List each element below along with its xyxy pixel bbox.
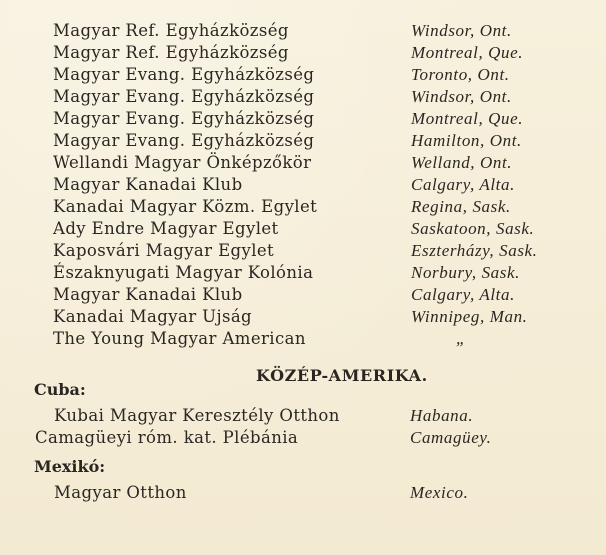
organization-location: Hamilton, Ont.: [411, 131, 522, 150]
organization-name: Kanadai Magyar Ujság: [53, 307, 253, 326]
organization-location: Mexico.: [410, 483, 469, 502]
organization-name: Ady Endre Magyar Egylet: [53, 219, 279, 238]
organization-location: Winnipeg, Man.: [411, 307, 528, 326]
organization-location: Montreal, Que.: [411, 43, 524, 62]
country-label-mexico: Mexikó:: [34, 457, 106, 476]
organization-location: „: [456, 329, 467, 348]
organization-name: Kaposvári Magyar Egylet: [53, 241, 275, 260]
organization-name: Magyar Kanadai Klub: [53, 285, 243, 304]
organization-location: Norbury, Sask.: [411, 263, 520, 282]
organization-name: Magyar Evang. Egyházközség: [53, 87, 315, 106]
organization-name: Magyar Ref. Egyházközség: [53, 43, 289, 62]
organization-location: Camagüey.: [410, 428, 492, 447]
organization-name: Magyar Ref. Egyházközség: [53, 21, 289, 40]
organization-name: Északnyugati Magyar Kolónia: [53, 263, 314, 282]
organization-location: Calgary, Alta.: [411, 175, 515, 194]
organization-name: Magyar Evang. Egyházközség: [53, 109, 315, 128]
organization-name: Kubai Magyar Keresztély Otthon: [54, 406, 340, 425]
organization-location: Windsor, Ont.: [411, 21, 512, 40]
organization-location: Habana.: [410, 406, 474, 425]
organization-name: Wellandi Magyar Önképzőkör: [53, 153, 312, 172]
organization-location: Eszterházy, Sask.: [411, 241, 538, 260]
organization-location: Toronto, Ont.: [411, 65, 510, 84]
organization-name: Magyar Kanadai Klub: [53, 175, 243, 194]
organization-location: Montreal, Que.: [411, 109, 524, 128]
organization-location: Welland, Ont.: [411, 153, 513, 172]
organization-name: Kanadai Magyar Közm. Egylet: [53, 197, 318, 216]
organization-location: Saskatoon, Sask.: [411, 219, 535, 238]
organization-name: Magyar Evang. Egyházközség: [53, 65, 315, 84]
organization-name: Magyar Evang. Egyházközség: [53, 131, 315, 150]
organization-location: Regina, Sask.: [411, 197, 511, 216]
organization-name: Magyar Otthon: [54, 483, 187, 502]
country-label-cuba: Cuba:: [34, 380, 86, 399]
section-heading: KÖZÉP-AMERIKA.: [256, 366, 428, 385]
organization-location: Calgary, Alta.: [411, 285, 515, 304]
organization-name: Camagüeyi róm. kat. Plébánia: [35, 428, 299, 447]
organization-name: The Young Magyar American: [53, 329, 306, 348]
organization-location: Windsor, Ont.: [411, 87, 512, 106]
